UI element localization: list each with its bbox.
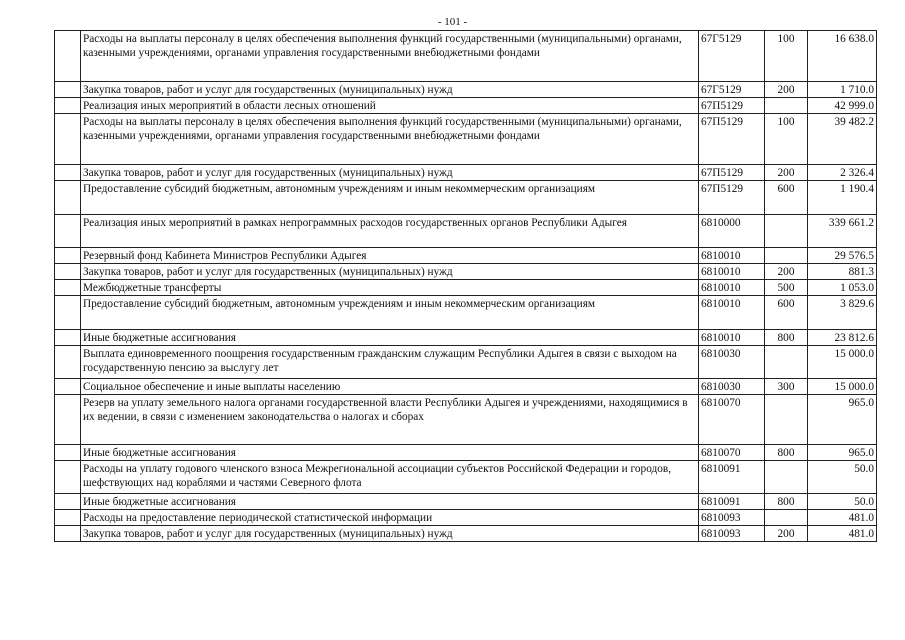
target-article-code-cell: 6810091 xyxy=(699,461,765,494)
table-row xyxy=(55,526,877,542)
blank-cell xyxy=(55,494,81,510)
target-article-code-cell: 6810091 xyxy=(699,494,765,510)
blank-cell xyxy=(55,31,81,82)
expense-type-cell: 800 xyxy=(765,494,808,510)
blank-cell xyxy=(55,296,81,330)
amount-cell: 1 710.0 xyxy=(808,82,877,98)
target-article-code-cell: 6810010 xyxy=(699,248,765,264)
blank-cell xyxy=(55,181,81,215)
blank-cell xyxy=(55,165,81,181)
expense-type-cell xyxy=(765,248,808,264)
target-article-code-cell: 6810093 xyxy=(699,526,765,542)
table-row xyxy=(55,114,877,165)
amount-cell: 16 638.0 xyxy=(808,31,877,82)
amount-cell: 481.0 xyxy=(808,510,877,526)
expense-type-cell: 200 xyxy=(765,82,808,98)
amount-cell: 481.0 xyxy=(808,526,877,542)
expense-type-cell: 600 xyxy=(765,181,808,215)
expense-type-cell: 200 xyxy=(765,165,808,181)
blank-cell xyxy=(55,379,81,395)
table-row xyxy=(55,346,877,379)
table-row xyxy=(55,395,877,445)
target-article-code-cell: 6810010 xyxy=(699,264,765,280)
amount-cell: 1 053.0 xyxy=(808,280,877,296)
amount-cell: 2 326.4 xyxy=(808,165,877,181)
expense-name-cell: Социальное обеспечение и иные выплаты населению xyxy=(81,379,699,395)
blank-cell xyxy=(55,248,81,264)
expense-name-cell: Предоставление субсидий бюджетным, автономным учреждениям и иным некоммерческим организациям xyxy=(81,181,699,215)
table-row xyxy=(55,248,877,264)
blank-cell xyxy=(55,526,81,542)
target-article-code-cell: 67Г5129 xyxy=(699,82,765,98)
table-row xyxy=(55,280,877,296)
target-article-code-cell: 67П5129 xyxy=(699,98,765,114)
expense-type-cell: 800 xyxy=(765,330,808,346)
table-row xyxy=(55,296,877,330)
amount-cell: 23 812.6 xyxy=(808,330,877,346)
target-article-code-cell: 6810030 xyxy=(699,346,765,379)
amount-cell: 15 000.0 xyxy=(808,379,877,395)
expense-type-cell xyxy=(765,395,808,445)
table-row xyxy=(55,510,877,526)
expense-name-cell: Расходы на предоставление периодической статистической информации xyxy=(81,510,699,526)
amount-cell: 39 482.2 xyxy=(808,114,877,165)
expense-name-cell: Выплата единовременного поощрения государственным гражданским служащим Республики Адыгея в связи с выходом на государственную пенсию за выслугу лет xyxy=(81,346,699,379)
expense-type-cell: 500 xyxy=(765,280,808,296)
expense-name-cell: Расходы на уплату годового членского взноса Межрегиональной ассоциации субъектов Российской Федерации и городов, шефствующих над кораблями и частями Северного флота xyxy=(81,461,699,494)
blank-cell xyxy=(55,114,81,165)
page-number: - 101 - xyxy=(437,16,468,28)
target-article-code-cell: 6810010 xyxy=(699,296,765,330)
target-article-code-cell: 67Г5129 xyxy=(699,31,765,82)
blank-cell xyxy=(55,445,81,461)
target-article-code-cell: 67П5129 xyxy=(699,114,765,165)
amount-cell: 1 190.4 xyxy=(808,181,877,215)
target-article-code-cell: 6810093 xyxy=(699,510,765,526)
table-row xyxy=(55,379,877,395)
amount-cell: 881.3 xyxy=(808,264,877,280)
blank-cell xyxy=(55,82,81,98)
amount-cell: 15 000.0 xyxy=(808,346,877,379)
expense-name-cell: Иные бюджетные ассигнования xyxy=(81,494,699,510)
table-row xyxy=(55,330,877,346)
expense-type-cell xyxy=(765,510,808,526)
expense-type-cell: 100 xyxy=(765,114,808,165)
table-row xyxy=(55,165,877,181)
expense-type-cell: 800 xyxy=(765,445,808,461)
expense-type-cell xyxy=(765,98,808,114)
blank-cell xyxy=(55,264,81,280)
amount-cell: 965.0 xyxy=(808,395,877,445)
amount-cell: 50.0 xyxy=(808,461,877,494)
target-article-code-cell: 6810010 xyxy=(699,280,765,296)
target-article-code-cell: 67П5129 xyxy=(699,181,765,215)
expense-type-cell: 600 xyxy=(765,296,808,330)
table-row xyxy=(55,494,877,510)
expense-name-cell: Закупка товаров, работ и услуг для государственных (муниципальных) нужд xyxy=(81,264,699,280)
expense-name-cell: Закупка товаров, работ и услуг для государственных (муниципальных) нужд xyxy=(81,165,699,181)
expense-name-cell: Закупка товаров, работ и услуг для государственных (муниципальных) нужд xyxy=(81,526,699,542)
expense-type-cell: 200 xyxy=(765,264,808,280)
blank-cell xyxy=(55,215,81,248)
target-article-code-cell: 67П5129 xyxy=(699,165,765,181)
expense-name-cell: Иные бюджетные ассигнования xyxy=(81,445,699,461)
blank-cell xyxy=(55,280,81,296)
target-article-code-cell: 6810070 xyxy=(699,395,765,445)
amount-cell: 339 661.2 xyxy=(808,215,877,248)
target-article-code-cell: 6810000 xyxy=(699,215,765,248)
budget-table xyxy=(54,30,877,542)
blank-cell xyxy=(55,330,81,346)
expense-type-cell xyxy=(765,215,808,248)
expense-type-cell: 100 xyxy=(765,31,808,82)
table-row xyxy=(55,264,877,280)
table-row xyxy=(55,461,877,494)
blank-cell xyxy=(55,346,81,379)
expense-name-cell: Реализация иных мероприятий в рамках непрограммных расходов государственных органов Республики Адыгея xyxy=(81,215,699,248)
expense-name-cell: Реализация иных мероприятий в области лесных отношений xyxy=(81,98,699,114)
blank-cell xyxy=(55,510,81,526)
table-row xyxy=(55,215,877,248)
blank-cell xyxy=(55,395,81,445)
expense-name-cell: Межбюджетные трансферты xyxy=(81,280,699,296)
amount-cell: 42 999.0 xyxy=(808,98,877,114)
expense-type-cell: 200 xyxy=(765,526,808,542)
table-row xyxy=(55,82,877,98)
table-row xyxy=(55,98,877,114)
expense-name-cell: Иные бюджетные ассигнования xyxy=(81,330,699,346)
expense-name-cell: Расходы на выплаты персоналу в целях обеспечения выполнения функций государственными (муниципальными) органами, казенными учреждениями, органами управления государственными внебюджетными фондами xyxy=(81,114,699,165)
table-row xyxy=(55,181,877,215)
expense-name-cell: Расходы на выплаты персоналу в целях обеспечения выполнения функций государственными (муниципальными) органами, казенными учреждениями, органами управления государственными внебюджетными фондами xyxy=(81,31,699,82)
target-article-code-cell: 6810070 xyxy=(699,445,765,461)
amount-cell: 29 576.5 xyxy=(808,248,877,264)
blank-cell xyxy=(55,98,81,114)
table-row xyxy=(55,31,877,82)
expense-name-cell: Предоставление субсидий бюджетным, автономным учреждениям и иным некоммерческим организациям xyxy=(81,296,699,330)
expense-name-cell: Закупка товаров, работ и услуг для государственных (муниципальных) нужд xyxy=(81,82,699,98)
table-row xyxy=(55,445,877,461)
expense-name-cell: Резервный фонд Кабинета Министров Республики Адыгея xyxy=(81,248,699,264)
target-article-code-cell: 6810030 xyxy=(699,379,765,395)
expense-type-cell xyxy=(765,346,808,379)
blank-cell xyxy=(55,461,81,494)
amount-cell: 3 829.6 xyxy=(808,296,877,330)
expense-type-cell xyxy=(765,461,808,494)
amount-cell: 965.0 xyxy=(808,445,877,461)
amount-cell: 50.0 xyxy=(808,494,877,510)
target-article-code-cell: 6810010 xyxy=(699,330,765,346)
expense-name-cell: Резерв на уплату земельного налога органами государственной власти Республики Адыгея и учреждениями, находящимися в их ведении, в связи с изменением законодательства о налогах и сборах xyxy=(81,395,699,445)
expense-type-cell: 300 xyxy=(765,379,808,395)
